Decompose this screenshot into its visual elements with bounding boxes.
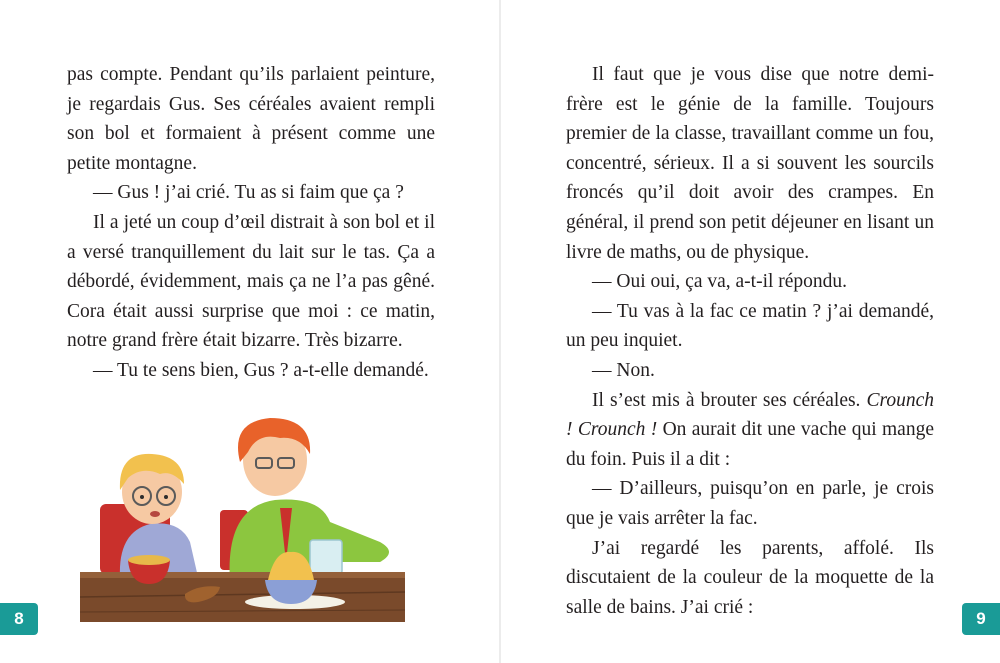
milk-carton	[310, 540, 342, 574]
right-page-text	[566, 60, 934, 622]
paragraph: — Oui oui, ça va, a-t-il répondu.	[592, 271, 848, 293]
crunch-text-before: Il s’est mis à brouter ses céréales.	[592, 389, 867, 411]
crunch-onomatopoeia: Crounch ! Crounch !	[566, 389, 934, 441]
paragraph: — Non.	[592, 359, 655, 381]
page-number-left: 8	[0, 603, 38, 635]
paragraph: — D’ailleurs, puisqu’on en parle, je crois que je vais arrêter la fac.	[566, 478, 934, 529]
paragraph: J’ai regardé les parents, affolé. Ils discutaient de la couleur de la moquette de la salle de bains. J’ai crié :	[566, 537, 934, 618]
kitchen-table-scene-illustration	[80, 412, 410, 627]
paragraph-crunch	[566, 386, 934, 475]
paragraph: pas compte. Pendant qu’ils parlaient peinture, je regardais Gus. Ses céréales avaient rempli son bol et formaient à présent comme une petite montagne.	[67, 64, 435, 174]
paragraph: — Tu vas à la fac ce matin ? j’ai demandé, un peu inquiet.	[566, 300, 934, 352]
left-page-text	[67, 60, 435, 386]
crunch-text-after: On aurait dit une vache qui mange du foin. Puis il a dit :	[566, 419, 934, 470]
paragraph: — Tu te sens bien, Gus ? a-t-elle demandé.	[93, 359, 429, 381]
page-number-right: 9	[962, 603, 1000, 635]
paragraph: Il faut que je vous dise que notre demi-frère est le génie de la famille. Toujours premier de la classe, travaillant comme un fou, concentré, sérieux. Il a si souvent les sourcils froncés qu’il doit avoir des crampes. En général, il prend son petit déjeuner en lisant un livre de maths, ou de physique.	[566, 64, 934, 263]
paragraph: Il a jeté un coup d’œil distrait à son bol et il a versé tranquillement du lait sur le tas. Ça a débordé, évidemment, mais ça ne l’a pas gêné. Cora était aussi surprise que moi : ce matin, notre grand frère était bizarre. Très bizarre.	[67, 211, 435, 352]
paragraph: — Gus ! j’ai crié. Tu as si faim que ça ?	[93, 182, 404, 204]
